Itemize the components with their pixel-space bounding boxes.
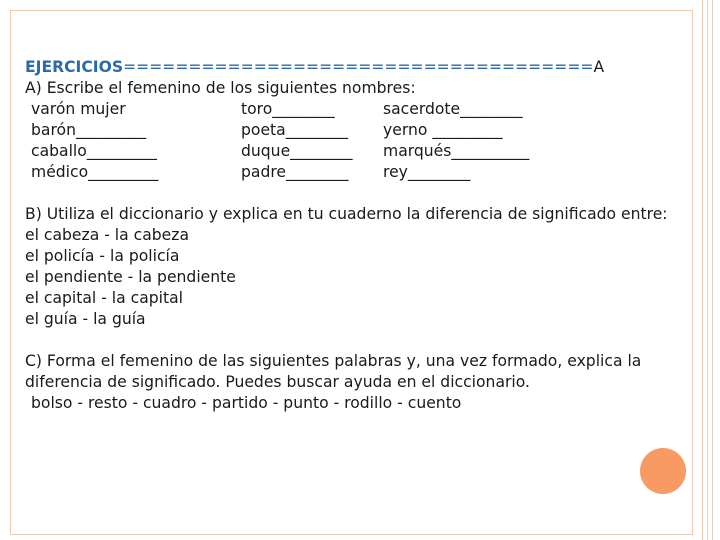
title-rule: ====================================	[123, 58, 594, 76]
word-item: sacerdote________	[383, 100, 523, 118]
section-b-heading: B) Utiliza el diccionario y explica en tu cuaderno la diferencia de significado entre:	[25, 205, 668, 223]
pair-item: el cabeza - la cabeza	[25, 226, 189, 244]
word-item: poeta________	[241, 121, 349, 139]
pair-item: el pendiente - la pendiente	[25, 268, 236, 286]
pair-item: el capital - la capital	[25, 289, 183, 307]
page-title	[25, 57, 690, 78]
decor-circle	[640, 448, 686, 494]
section-c-heading-1: C) Forma el femenino de las siguientes palabras y, una vez formado, explica la	[25, 352, 642, 370]
word-item: barón_________	[31, 121, 147, 139]
word-item: rey________	[383, 163, 471, 181]
section-c-words: bolso - resto - cuadro - partido - punto - rodillo - cuento	[31, 394, 462, 412]
section-c-heading-2: diferencia de significado. Puedes buscar ayuda en el diccionario.	[25, 373, 530, 391]
word-item: médico_________	[31, 163, 159, 181]
word-item: caballo_________	[31, 142, 157, 160]
decor-line	[707, 0, 708, 540]
word-item: marqués__________	[383, 142, 530, 160]
word-item: toro________	[241, 100, 335, 118]
title-suffix: A	[593, 58, 605, 76]
word-item: padre________	[241, 163, 349, 181]
word-item: yerno _________	[383, 121, 503, 139]
pair-item: el policía - la policía	[25, 247, 180, 265]
section-a-heading: A) Escribe el femenino de los siguientes nombres:	[25, 79, 416, 97]
word-item: duque________	[241, 142, 353, 160]
section-a-grid	[25, 99, 690, 183]
decor-line	[702, 0, 703, 540]
decor-line	[712, 0, 713, 540]
exercise-text	[25, 57, 690, 414]
title-label: EJERCICIOS	[25, 58, 124, 76]
pair-item: el guía - la guía	[25, 310, 146, 328]
word-item: varón mujer	[31, 100, 126, 118]
